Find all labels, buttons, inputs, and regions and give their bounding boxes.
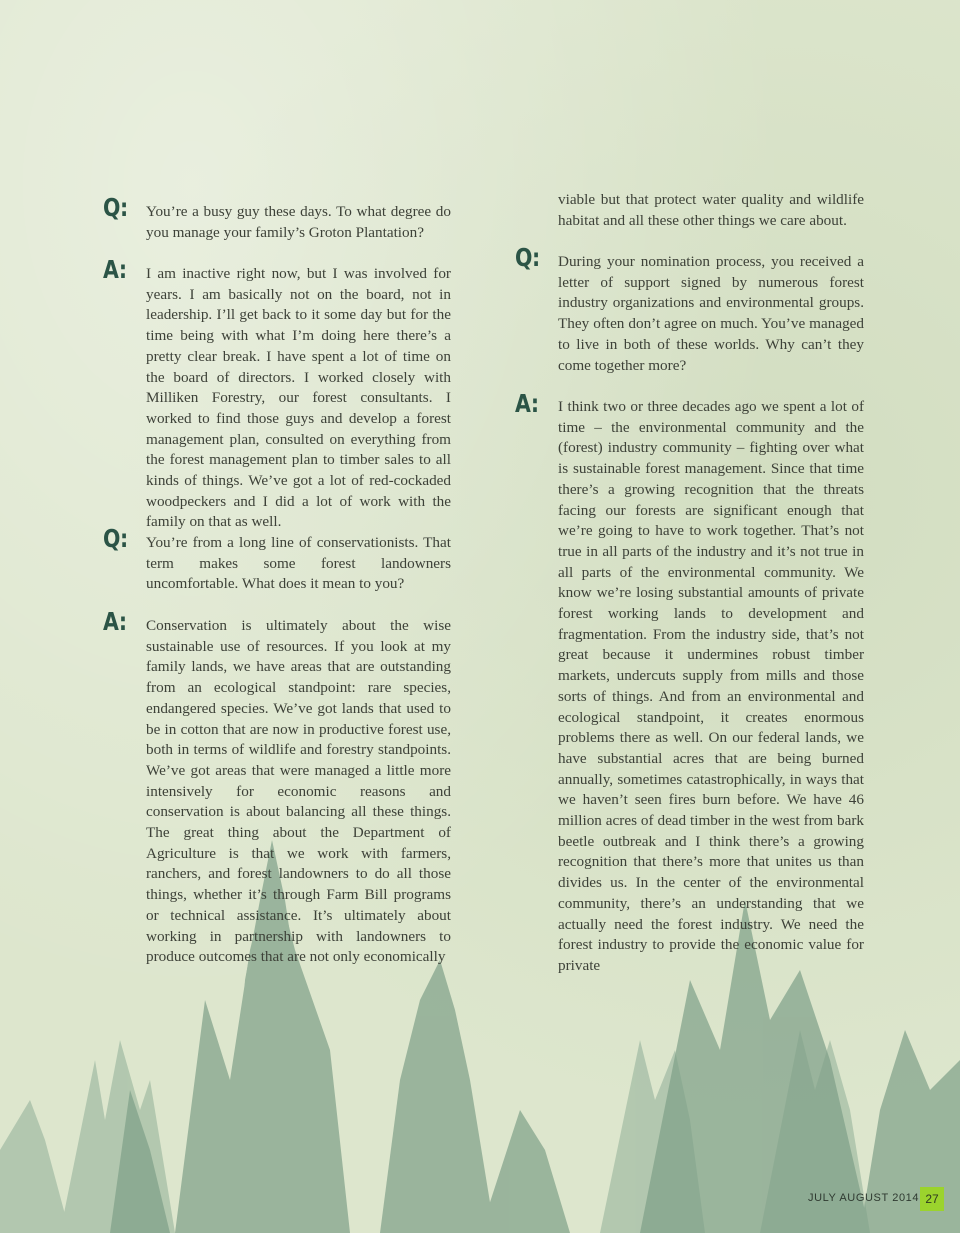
answer-label: A:	[103, 607, 127, 636]
answer-text: I think two or three decades ago we spent a lot of time – the environmental community and the (forest) industry community – fighting over what is sustainable forest management. Since that time there’s a growing recognition that the threats facing our forests are significant enough that we’re going to have to work together. That’s not true in all parts of the industry and it’s not true in all parts of the environmental community. We know we’re losing substantial amounts of private forest working lands to development and fragmentation. From the industry side, that’s not great because it undermines robust timber markets, undercuts supply from mills and those sorts of things. And from an environmental and ecological standpoint, it creates enormous problems there as well. On our federal lands, we have substantial acres that are being burned annually, sometimes catastrophically, in ways that we haven’t seen fires burn before. We have 46 million acres of dead timber in the west from bark beetle outbreak and I think there’s a growing recognition that there’s more that unites us than divides us. In the center of the environmental community, there’s an understanding that we actually need the forest industry. We need the forest industry to provide the economic value for private	[558, 398, 864, 974]
continued-answer-text: viable but that protect water quality and wildlife habitat and all these other things we care about.	[558, 191, 864, 229]
question-label: Q:	[515, 243, 540, 272]
question-text: You’re from a long line of conservationists. That term makes some forest landowners uncomfortable. What does it mean to you?	[146, 534, 451, 593]
answer-label: A:	[103, 255, 127, 284]
question-label: Q:	[103, 524, 128, 553]
answer-text: I am inactive right now, but I was involved for years. I am basically not on the board, not in leadership. I’ll get back to it some day but for the time being with what I’m doing here there’s a pretty clear break. I have spent a lot of time on the board of directors. I worked closely with Milliken Forestry, our forest consultants. I worked to find those guys and develop a forest management plan, consulted on everything from the forest management plan to timber sales to all kinds of things. We’ve got a lot of red-cockaded woodpeckers and I did a lot of work with the family on that as well.	[146, 265, 451, 531]
page-number: 27	[920, 1187, 944, 1211]
question-text: During your nomination process, you received a letter of support signed by numerous forest industry organizations and environmental groups. They often don’t agree on much. You’ve managed to live in both of these worlds. Why can’t they come together more?	[558, 253, 864, 374]
answer-label: A:	[515, 389, 539, 418]
answer-text: Conservation is ultimately about the wise sustainable use of resources. If you look at my family lands, we have areas that are outstanding from an ecological standpoint: rare species, endangered species. We’ve got lands that used to be in cotton that are now in productive forest use, both in terms of wildlife and forestry standpoints. We’ve got areas that were managed a little more intensively for economic reasons and conservation is about balancing all these things. The great thing about the Department of Agriculture is that we work with farmers, ranchers, and forest landowners to do all those things, whether it’s through Farm Bill programs or technical assistance. It’s ultimately about working in partnership with landowners to produce outcomes that are not only economically	[146, 617, 451, 966]
question-text: You’re a busy guy these days. To what degree do you manage your family’s Groton Plantation?	[146, 203, 451, 241]
question-label: Q:	[103, 193, 128, 222]
issue-date: JULY AUGUST 2014	[808, 1192, 920, 1204]
